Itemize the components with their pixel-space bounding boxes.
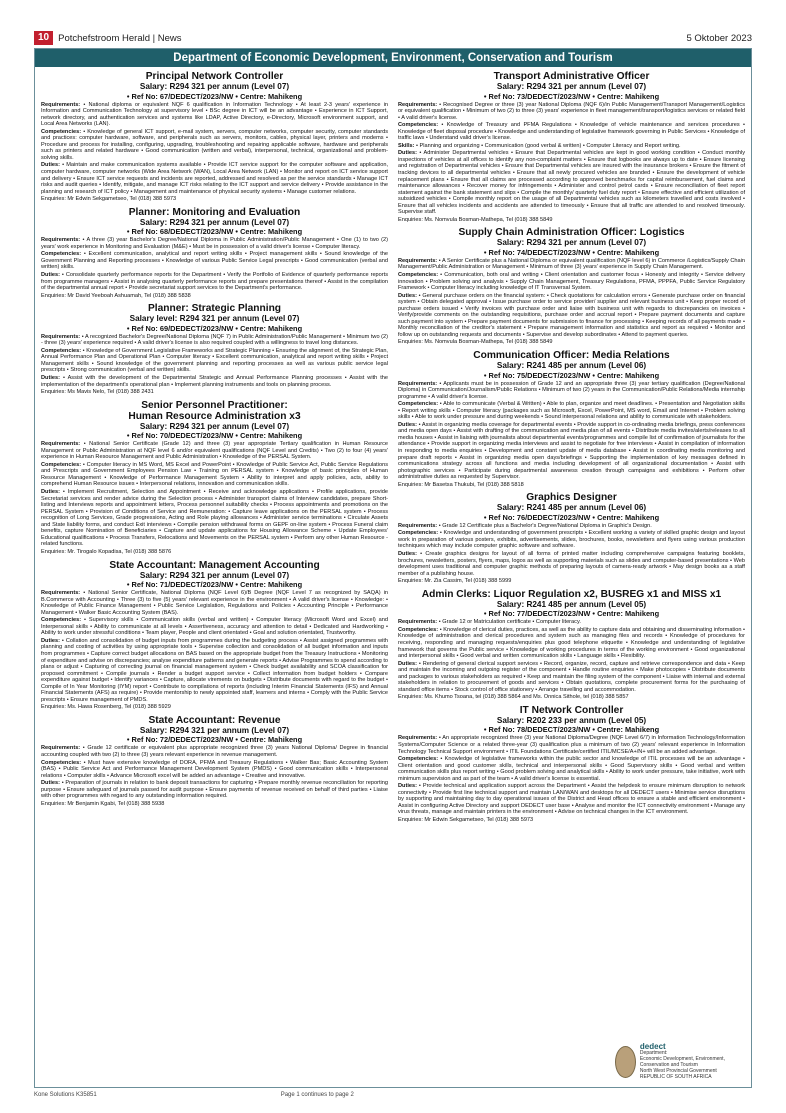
job-salary: Salary: R294 321 per annum (Level 07) (139, 421, 290, 431)
job-title: Planner: Strategic Planning (147, 303, 282, 315)
logo-line: Economic Development, Environment, Conservation and Tourism (639, 1056, 725, 1068)
footer-continuation: Page 1 continues to page 2 (280, 1092, 354, 1098)
job-paragraph (398, 401, 745, 421)
job-enquiries: Enquiries: Mr. Zia Cassim, Tel (018) 388 5999 (398, 578, 512, 585)
paragraph-label: Requirements: (398, 380, 438, 387)
job-posting (398, 227, 745, 346)
job-reference: • Ref No: 73/DEDECT/2023/NW • Centre: Mahikeng (483, 91, 660, 101)
job-title: Principal Network Controller (145, 71, 284, 82)
paragraph-label: Requirements: (398, 522, 438, 529)
job-paragraph (41, 348, 388, 374)
job-paragraph (41, 375, 388, 388)
paragraph-text: • Supervisory skills • Communication skills (verbal and written) • Computer literacy (Microsoft Word and Excel) and Interpersonal skills • Ability to communicate at all levels • Assertiveness, accuracy and attention to detail • Dedicated and Hardworking • Ability to work under stressful conditions • Team player, People and client orientated • Goal and solution orientated, Trustworthy. (41, 617, 388, 637)
job-paragraph (398, 551, 745, 577)
job-salary: Salary: R294 321 per annum (Level 07) (139, 725, 290, 735)
job-paragraph (41, 760, 388, 780)
job-posting (398, 71, 745, 223)
job-enquiries: Enquiries: Ms. Nomvula Bosman-Mathepa, Tel (018) 388 5849 (398, 216, 553, 223)
paragraph-label: Duties: (398, 150, 417, 157)
issue-date: 5 Oktober 2023 (686, 32, 752, 44)
job-posting (41, 560, 388, 711)
job-paragraph (41, 489, 388, 548)
logo-line: REPUBLIC OF SOUTH AFRICA (639, 1074, 712, 1080)
left-column (41, 71, 388, 828)
job-reference: • Ref No: 70/DEDECT/2023/NW • Centre: Mahikeng (126, 431, 303, 441)
vacancy-advertisement (34, 48, 752, 1088)
paragraph-text: • National Senior Certificate, National Diploma (NQF Level 6)/B Degree (NQF Level 7 as recognized by SAQA) in B.Commerce with Accounting • Three (3) to five (5) years' relevant experience in the environment • A valid driver's license • Knowledge: • Knowledge of Public Finance Management • Public Service Legislation, Regulations and Policies • Accounting Principle • Performance Management • Walker Basic Accounting System (BAS). (41, 590, 388, 616)
right-column (398, 71, 745, 828)
logo-brand: dedect (639, 1042, 666, 1051)
job-paragraph (41, 462, 388, 488)
paragraph-text: • Grade 12 or Matriculation certificate • Computer literacy. (437, 619, 581, 626)
paragraph-text: • Assist in organizing media coverage for departmental events • Provide support in co-ordinating media briefings, press conferences and media open days • Assist with drafting of the communication and media plan of all events • Distribute media invites/alerts/releases to all media houses • Assist in liaising with journalists about departmental events/programmes and compile list of confirmation of journalists for the attendance • Provide support in organizing media interviews and assist to negotiate for free interviews • Assist in compilation of information in responding to media enquiries • Development and constant update of media database • Assist in coordinating media monitoring and prepare draft reports • Assist in organizing media open days/briefings • Supporting the implementation of key messages defined in communications strategy across all functions and media including development of all organizational documentation • Assist with photographic services • Participate during departmental awareness creation through campaigns and exhibitions • Perform other administrative duties as requested by Supervisor. (398, 421, 745, 481)
page-number: 10 (34, 31, 53, 45)
paragraph-label: Requirements: (41, 441, 81, 448)
paragraph-label: Competencies: (398, 626, 439, 633)
job-enquiries: Enquiries: Ms. Nomvula Bosman-Mathepa, Tel (018) 388 5849 (398, 339, 553, 346)
job-posting (41, 71, 388, 203)
paragraph-text: • Computer literacy in MS Word, MS Excel and PowerPoint • Knowledge of Public Service Act, Public Service Regulations and Prescripts and Government Employees Pension Law • Training on PERSAL system • Knowledge of basic principles of Human Resource Management • Knowledge of Performance Management System • Ability to interpret and apply policies, acts, ability to comprehend Human Resource issues • Interpersonal relations, innovation and communication skills. (41, 461, 388, 488)
paragraph-label: Requirements: (41, 745, 81, 752)
job-paragraph (41, 590, 388, 616)
job-posting (398, 350, 745, 488)
job-paragraph (398, 381, 745, 401)
job-paragraph (41, 162, 388, 195)
job-reference: • Ref No: 68/DEDECT/2023/NW • Centre: Mahikeng (126, 227, 303, 237)
paragraph-text: • Create graphics designs for layout of all forms of printed matter including comprehensive campaigns featuring booklets, brochures, newsletters, posters, flyers, maps, logos as well as supporting materials such as slides and computer-based presentations • Web development uses traditional and computer graphic methods of preparing layouts of camera-ready artwork • May design books as a staff member of a publishing house. (398, 551, 745, 577)
job-paragraph (398, 530, 745, 550)
footer-code: Kone Solutions K35851 (34, 1092, 97, 1098)
paragraph-text: • Administer Departmental vehicles • Ensure that Departmental vehicles are kept in good working condition • Conduct monthly inspections of vehicles at all offices to identify any non-complaint matters • Ensure that logbooks are always up to date • Ensure licensing and registration of Departmental vehicles • Ensure that Departmental vehicles are insured with the insurance brokers • Ensure the fitment of tracking devices to all departmental vehicles • Ensure that all newly procured vehicles are branded • Ensure the development of vehicle replacement plans • Ensure that all claims are processed according to approved benchmarks for capital reimbursement, fuel claims and maintenance allowances • Recover money for infringements • Administer and control petrol cards • Ensure reconciliation of fleet report statement against the bank statement and slips • Compile the monthly/ quarterly fuel duty report • Ensure effective and efficient utilization of subsidized vehicles • Compile monthly report on the usage of all Departmental vehicles such as kilometers travelled and costs involved • Ensure that all vehicles incidents and accidents are attended to timeously • Ensure that all traffic are attended to and resolved timeously. Supervise staff. (398, 150, 745, 216)
masthead: Potchefstroom Herald | News (58, 32, 182, 44)
job-reference: • Ref No: 77/DEDECT/2023/NW • Centre: Mahikeng (483, 609, 660, 619)
paragraph-text: • Excellent communication, analytical and report writing skills • Project management skills • Sound knowledge of the Government Planning and Reporting processes • Knowledge of various Public Service Legal prescripts • Good communication (verbal and written) skills. (41, 251, 388, 271)
job-salary: Salary: R294 321 per annum (Level 07) (139, 217, 290, 227)
paragraph-label: Skills: (398, 142, 415, 149)
paragraph-label: Requirements: (398, 101, 438, 108)
paragraph-label: Competencies: (398, 122, 439, 129)
paragraph-label: Competencies: (41, 128, 82, 135)
job-title: State Accountant: Revenue (148, 714, 281, 726)
job-posting (398, 589, 745, 701)
paragraph-label: Duties: (41, 489, 60, 496)
job-enquiries: Enquiries: Mr Benjamin Kgabi, Tel (018) 388 5938 (41, 800, 165, 807)
job-reference: • Ref No: 75/DEDECT/2023/NW • Centre: Mahikeng (483, 370, 660, 380)
paragraph-label: Competencies: (398, 530, 439, 537)
job-paragraph (398, 783, 745, 816)
job-title: Senior Personnel Practitioner: (141, 399, 288, 411)
job-salary: Salary: R294 321 per annum (Level 07) (139, 570, 290, 580)
job-paragraph (41, 334, 388, 347)
job-paragraph (41, 780, 388, 800)
job-paragraph (398, 422, 745, 481)
paragraph-text: • Knowledge of legislative frameworks within the public sector and knowledge of ITIL processes will be an advantage • Client orientation and good customer skills, technical and interpersonal skills • Good Supervisory skills • Good verbal and written communication skills plus report writing • Good problem solving and analytical skills • Ability to work under pressure, take initiative, work with minimum supervision and as part of the team • A valid driver's license is essential. (398, 756, 745, 782)
job-enquiries: Enquiries: Mr. Tirogalo Kopadisa, Tel (018) 388 5876 (41, 548, 172, 555)
paragraph-label: Duties: (41, 375, 60, 381)
paragraph-text: • Rendering of general clerical support services • Record, organize, record, capture and retrieve correspondence and data • Keep and maintain the incoming and outgoing register of the component • Handle routine enquiries • Make photocopies • Distribute documents and packages to various stakeholders as required • Keep and maintain the filing system of the component • Liaise with internal and external stakeholders in relation to procurement of goods and services • Obtain quotations, complete procurement forms for the purchasing of standard office items • Stock control of office stationery • Arrange travelling and accommodation. (398, 660, 745, 693)
paragraph-text: • Recognised Degree or three (3) year National Diploma (NQF 6)/in Public Management/Transport Management/Logistics or equivalent qualification • Minimum of two (2) to three (3) years' experience in fleet management/transport/logistics services or related field • A valid driver's license. (398, 101, 745, 121)
paragraph-label: Competencies: (41, 251, 82, 258)
paragraph-label: Requirements: (398, 619, 438, 626)
paragraph-label: Competencies: (398, 756, 439, 763)
paragraph-text: • Grade 12 Certificate plus a Bachelor's Degree/National Diploma in Graphic's Design. (437, 522, 652, 529)
job-salary: Salary: R202 233 per annum (Level 05) (496, 715, 647, 725)
paragraph-label: Requirements: (41, 333, 81, 340)
paragraph-text: • Communication, both oral and writing • Client orientation and customer focus • Honesty and integrity • Service delivery innovation • Problem solving and analysis • Supply Chain Management, Treasury Regulations, PFMA, PPPFA, Public Service Regulatory Framework • Computer literacy including knowledge of IT Transversal System. (398, 271, 745, 292)
job-enquiries: Enquiries: Ms Mavis Nelo, Tel (018) 388 2431 (41, 389, 154, 396)
paragraph-label: Duties: (398, 783, 417, 790)
job-paragraph (41, 745, 388, 758)
paragraph-label: Duties: (41, 271, 60, 278)
job-paragraph (398, 102, 745, 122)
job-paragraph (398, 627, 745, 660)
job-paragraph (398, 258, 745, 271)
job-paragraph (398, 143, 745, 150)
job-posting (398, 705, 745, 824)
paragraph-text: • Provide technical and application support across the Department • Assist the helpdesk to ensure minimum disruption to network connectivity • Provide first line technical support and maintain LAN/WAN and desktops for all DEDECT users • Minimise service disruptions by supporting and maintaining day to day operational issues of the District and Head offices to ensure a stable and efficient environment • Assist in configuring Active Directory and support DEDECT user base • Analyse and monitor the ICT connectivity environment • Manage any virus threats, manage and maintain printers in the environment • Advise on technical changes in the ICT environment. (398, 783, 745, 816)
paragraph-text: • General purchase orders on the financial system: • Check quotations for calculation errors • Generate purchase order on financial system • Obtain delegated approval • Issue purchase order to service provider/ supplier and relevant business unit • Keep proper record of purchase orders issued • Verify invoices with purchase order and liaise with business unit with regards to discrepancies on invoices • Verify/provide comments on the outstanding requisitions, purchase order and accrual report • Prepare payment documents and capture such payment into system • Prepare payment documents for submission to finance for processing • Keeping records of all payments made • Monthly reconciliation of the creditor's statement • Prepare management information and statistics and report as required • Monitor and follow up on outstanding requests and documents • Supervise and develop subordinates • Attend to payment queries. (398, 292, 745, 338)
paragraph-label: Requirements: (41, 237, 81, 244)
job-paragraph (41, 251, 388, 271)
job-salary: Salary: R241 485 per annum (Level 05) (496, 599, 647, 609)
job-paragraph (41, 638, 388, 703)
job-reference: • Ref No: 69/DEDECT/2023/NW • Centre: Mahikeng (126, 323, 303, 333)
paragraph-text: • Able to communicate (Verbal & Written) • Able to plan, organize and meet deadlines. • Presentation and Negotiation skills • Report writing skills • Computer literacy (packages such as Microsoft, Excel, PowerPoint, MS word, Email and Internet • Problem solving skills • Able to work under pressure and during weekends • Sound interpersonal relations and ability to communicate with stakeholders. (398, 401, 745, 421)
job-title: Admin Clerks: Liquor Regulation x2, BUSREG x1 and MISS x1 (421, 588, 722, 600)
job-reference: • Ref No: 72/DEDECT/2023/NW • Centre: Mahikeng (126, 735, 303, 745)
job-salary: Salary: R241 485 per annum (Level 06) (496, 361, 647, 371)
paragraph-text: • Planning and organizing • Communication (good verbal & written) • Computer Literacy and Report writing. (414, 142, 681, 149)
paragraph-text: • National diploma or equivalent NQF 6 qualification in Information Technology • At least 2-3 years' experience in Information and Communication Technology at supervisory level • BSc degree in ICT will be an advantage • Experience in ICT Support, network directory, and authentication services and systems like LDAP, Active Directory, e-Directory, Microsoft environment support, and Local Area Networks (LAN). (41, 101, 388, 128)
job-title: Supply Chain Administration Officer: Logistics (458, 227, 685, 239)
paragraph-label: Competencies: (41, 461, 82, 468)
paragraph-label: Requirements: (41, 101, 81, 108)
job-paragraph (398, 661, 745, 694)
job-reference: • Ref No: 78/DEDECT/2023/NW • Centre: Mahikeng (483, 725, 660, 735)
job-paragraph (41, 617, 388, 637)
logo-line: Department: (639, 1050, 668, 1056)
paragraph-label: Duties: (398, 421, 417, 428)
job-enquiries: Enquiries: Ms. Khumo Tsoana, tel (018) 388 5864 and Ms. Onnica Sithole, tel (018) 388 5857 (398, 694, 629, 701)
job-posting (41, 303, 388, 395)
paragraph-text: • A three (3) year Bachelor's Degree/National Diploma in Public Administration/Public Management • One (1) to two (2) years' work experience in Monitoring and Evaluation (M&E) • Must be in possession of a valid driver's license • Computer literacy. (41, 237, 388, 250)
job-reference: • Ref No: 67/DEDECT/2023/NW • Centre: Mahikeng (126, 91, 303, 101)
job-title: Graphics Designer (526, 492, 617, 504)
paragraph-text: • Collation and consolidation of budget inputs from programmes during the budgeting process • Assist assigned programmes with planning and costing of activities by using appropriate tools • Supervise collection and consolidation of all budget information and inputs from programmes • Capture correct budget allocations on BAS based on the appropriate budget from the Treasury Instructions • Monitoring of expenditure and advise on discrepancies; analyse expenditure patterns and generate reports • Advise Programmes to spend according to plans or adjust • Capturing of correcting journal on financial management system • Check budget availability and SCOA classification for proposed commitment • Compile journals • Render a budget support service • Collect information from budget holders • Compare expenditure against budget • Identify variances • Capture, allocate virements on budgets • Distribute documents with regard to the budget • Compile of In Year Monitoring (IYM) report • Contribute to compilations of reports (including Interim Financial Statements (IFS) and Annual Financial Statements (AFS) as require) • Provide mentorship to newly appointed staff, learners and interns • Comply with the Public Service prescripts • Ensure management of PMDS. (41, 637, 388, 703)
paragraph-text: • Knowledge of clerical duties, practices, as well as the ability to capture data and obtaining and disseminating information • Knowledge of administration and clerical procedures and system such as managing files and records • Knowledge of procedures for receiving, responding and managing requests/enquiries plus good telephone etiquette • Knowledge and understanding of legislative framework that governs the Public service • Knowledge of working procedures in terms of the working environment • Good organizational and interpersonal skills • Good verbal and written communication skills • Language skills • Flexibility. (398, 626, 745, 660)
paragraph-text: • Grade 12 certificate or equivalent plus appropriate recognized three (3) years National Diploma/ Degree in financial accounting coupled with two (2) to three (3) years relevant experience in revenue management. (41, 745, 388, 758)
coat-of-arms-icon (615, 1046, 636, 1078)
job-salary: Salary level: R294 321 per annum (Level 07) (129, 314, 300, 324)
job-title: Transport Administrative Officer (493, 71, 650, 82)
page-header (34, 30, 752, 46)
paragraph-label: Competencies: (41, 617, 82, 624)
job-posting (41, 207, 388, 299)
job-paragraph (398, 756, 745, 782)
paragraph-text: • National Senior Certificate (Grade 12) and three (3) year appropriate Tertiary qualification in Human Resource Management or Public Administration at NQF level 6 and/or equivalent qualifications (NQF Level and Credits) • Two (2) to four (4) years' experience in Human Resource Management and Public Administration • Knowledge of the PERSAL System. (41, 441, 388, 461)
job-enquiries: Enquiries: Mr Basetsa Thukubi, Tel (018) 388 5818 (398, 481, 524, 488)
job-salary: Salary: R294 321 per annum (Level 07) (496, 82, 647, 91)
paragraph-text: • Preparation of journals in relation to bank deposit transactions for capturing • Prepare monthly revenue reconciliation for reporting purpose • Ensure safeguard of journals passed for audit purpose • Ensure payments of revenue received on behalf of third parties • Liaise with other programmes with regard to any outstanding information required. (41, 780, 388, 800)
paragraph-label: Competencies: (41, 759, 82, 766)
paragraph-label: Duties: (41, 162, 60, 169)
job-paragraph (41, 272, 388, 292)
page-footer (34, 1092, 752, 1098)
job-enquiries: Enquiries: Mr David Yeeboah Ashuamah, Tel (018) 388 5838 (41, 292, 191, 299)
paragraph-label: Duties: (41, 780, 60, 787)
job-reference: • Ref No: 76/DEDECT/2023/NW • Centre: Mahikeng (483, 512, 660, 522)
job-title: Human Resource Administration x3 (128, 410, 301, 422)
paragraph-label: Requirements: (398, 257, 438, 264)
job-paragraph (398, 122, 745, 142)
job-salary: Salary: R294 321 per annum (Level 07) (139, 82, 290, 91)
paragraph-text: • A Senior Certificate plus a National Diploma or equivalent qualification (NQF level 6) in Commerce /Logistics/Supply Chain Management/Public Administration or Management • Minimum of three (3) years' experience in Supply Chain Management. (398, 257, 745, 271)
job-paragraph (398, 735, 745, 755)
job-title: Communication Officer: Media Relations (473, 350, 670, 362)
paragraph-text: • Consolidate quarterly performance reports for the Department • Verify the Portfolio of Evidence of quarterly performance reports from programme managers • Assist in analysing quarterly performance reports and prepare presentations thereof • Assist in the compilation of the departmental annual report • Provide secretariat support services to the Department's performance. (41, 271, 388, 292)
paragraph-text: • Maintain and make communication systems available • Provide ICT service support for the computer software and application, computer hardware, computer networks (Wide Area Network (WAN), Local Area Network (LAN) • Monitor and report on ICT service support and delivery • Ensure ICT service requests and incidents are reported, addressed and resolved as per the service standards • Manage ICT risks and audit queries • Identify, mitigate, and manage ICT risks relating to the ICT support and service delivery • Provide assistance in the planning and research of ICT policy • Management and maintenance of physical security systems • Manage customer relations. (41, 162, 388, 195)
paragraph-label: Duties: (398, 292, 417, 299)
paragraph-text: • Knowledge and understanding of government prescripts • Excellent working a variety of skilled graphic design and layout work in preparation of various posters, exhibits, advertisements, slides, brochures, books, newsletters and flyers using various production techniques which may include computer graphic software and software. (398, 530, 745, 550)
paragraph-text: • Assist with the development of the Departmental Strategic and Annual Performance Planning processes • Assist with the implementation of the department's operational plan • Implement planning instruments and tools on planning process. (41, 375, 388, 388)
job-paragraph (398, 523, 745, 530)
job-paragraph (398, 150, 745, 215)
paragraph-text: • Knowledge of Government Legislative Frameworks and Strategic Planning • Ensuring the alignment of, the Strategic Plan, Annual Performance Plan and Operational Plan • Computer literacy • Excellent communication, analytical and report writing skills • Project Management skills • Sound knowledge of the government planning and reporting processes as well as various public service legal prescripts • Strong communication (verbal and written) skills. (41, 347, 388, 374)
department-banner: Department of Economic Development, Environment, Conservation and Tourism (35, 49, 751, 67)
job-enquiries: Enquiries: Mr Edwin Sekgametseo, Tel (018) 388 5973 (41, 196, 177, 203)
job-enquiries: Enquiries: Mr Edwin Sekgametseo, Tel (018) 388 5973 (398, 816, 534, 823)
job-title: Planner: Monitoring and Evaluation (128, 206, 301, 218)
paragraph-text: • A recognized Bachelor's Degree/National Diploma (NQF 7) in Public Administration/Public Management • Minimum two (2) - three (3) years' experience required • A valid driver's license is also required coupled with a willingness to travel long distances. (41, 333, 388, 347)
job-paragraph (398, 293, 745, 339)
paragraph-text: • Knowledge of general ICT support, e-mail system, servers, computer networks, computer security, computer standards and practices: computer hardware, software, and peripherals such as servers, monitors, cables, physical layer, printers and modems • Procedure and process for installing, configuring, upgrading, troubleshooting and repairing applicable software, hardware and peripherals such as printers and related hardware • Good communication (written and verbal), interpersonal, technical, organizational and problem-solving skills. (41, 128, 388, 161)
job-posting (41, 400, 388, 556)
job-title: State Accountant: Management Accounting (109, 559, 320, 571)
job-salary: Salary: R294 321 per annum (Level 07) (496, 238, 647, 248)
job-enquiries: Enquiries: Ms. Hawa Rosenberg, Tel (018) 388 5929 (41, 704, 171, 711)
paragraph-label: Duties: (398, 551, 417, 558)
job-reference: • Ref No: 71/DEDECT/2023/NW • Centre: Mahikeng (126, 580, 303, 590)
paragraph-text: • Implement Recruitment, Selection and Appointment • Receive and acknowledge applications • Profile applications, provide Secretariat services and render advice during the Selection process • Administer transport claims of Interview candidates, prepare Short-listing and Interviews reports and appointment letters, Process personnel suitability checks • Process appointments and promotions on the PERSAL System • Provision of Conditions of Service and Remuneration: • Capture leave applications on the PERSAL system • Process recognition of Long Services, Grade progressions, Acting and Role playing allowances • Administer service terminations • Circulate Assets and State liability forms, and conduct Exit interviews • Compile pension withdrawal forms on GEPF on-line system • Process Funeral claim benefits, capture Nomination of Beneficiaries • Capture and update applications for Housing Allowance Scheme • Update Employees' Educational qualifications • Process Transfers, Relocations and Movements on the PERSAL system • Perform any other Human Resource - related functions. (41, 489, 388, 548)
paragraph-label: Competencies: (41, 347, 82, 354)
logo-line: North West Provincial Government (639, 1068, 717, 1074)
job-title: IT Network Controller (519, 704, 624, 716)
paragraph-label: Duties: (41, 637, 60, 644)
paragraph-label: Requirements: (41, 590, 81, 597)
job-paragraph (398, 619, 745, 626)
paragraph-text: • Knowledge of Treasury and PFMA Regulations • Knowledge of vehicle maintenance and services procedures • Knowledge of fleet disposal procedure • Knowledge and understanding of legislative framework governing in Public Services • Knowledge of traffic laws • Understand valid driver's license. (398, 122, 745, 142)
job-paragraph (41, 441, 388, 461)
paragraph-text: • Must have extensive knowledge of DORA, PFMA and Treasury Regulations • Walker Bas; Basic Accounting System (BAS) • Public Service Act and Performance Management Development System (PMDS) • Good communication skills • Interpersonal relations • Computer skills • Advance Microsoft excel will be added an advantage • Creative and innovative. (41, 759, 388, 779)
paragraph-label: Duties: (398, 660, 417, 667)
paragraph-text: • An appropriate recognized three (3) year National Diploma/Degree (NQF Level 6/7) in Information Technology/Information Systems/Computer Science or a related three-year (3) qualification plus a minimum of two (2) years' relevant experience in Information Technology Technical Support environment • ITIL Foundations Certificate/certified ITIL/MCSE/A+/N+ will be an added advantage. (398, 735, 745, 755)
job-posting (41, 715, 388, 807)
job-salary: Salary: R241 485 per annum (Level 06) (496, 503, 647, 513)
department-logo (615, 1043, 745, 1081)
job-paragraph (398, 272, 745, 292)
job-paragraph (41, 237, 388, 250)
paragraph-text: • Applicants must be in possession of Grade 12 and an appropriate three (3) year tertiary qualification (Degree/National Diploma) in Communication/Journalism/Public Relations • Minimum of two (2) years in the Communication/Public Relations/Media internship programme • A valid driver's license. (398, 380, 745, 400)
job-paragraph (41, 129, 388, 162)
paragraph-label: Requirements: (398, 735, 438, 742)
job-paragraph (41, 102, 388, 128)
job-reference: • Ref No: 74/DEDECT/2023/NW • Centre: Mahikeng (483, 247, 660, 257)
job-posting (398, 492, 745, 584)
paragraph-label: Competencies: (398, 271, 439, 278)
paragraph-label: Competencies: (398, 401, 439, 408)
